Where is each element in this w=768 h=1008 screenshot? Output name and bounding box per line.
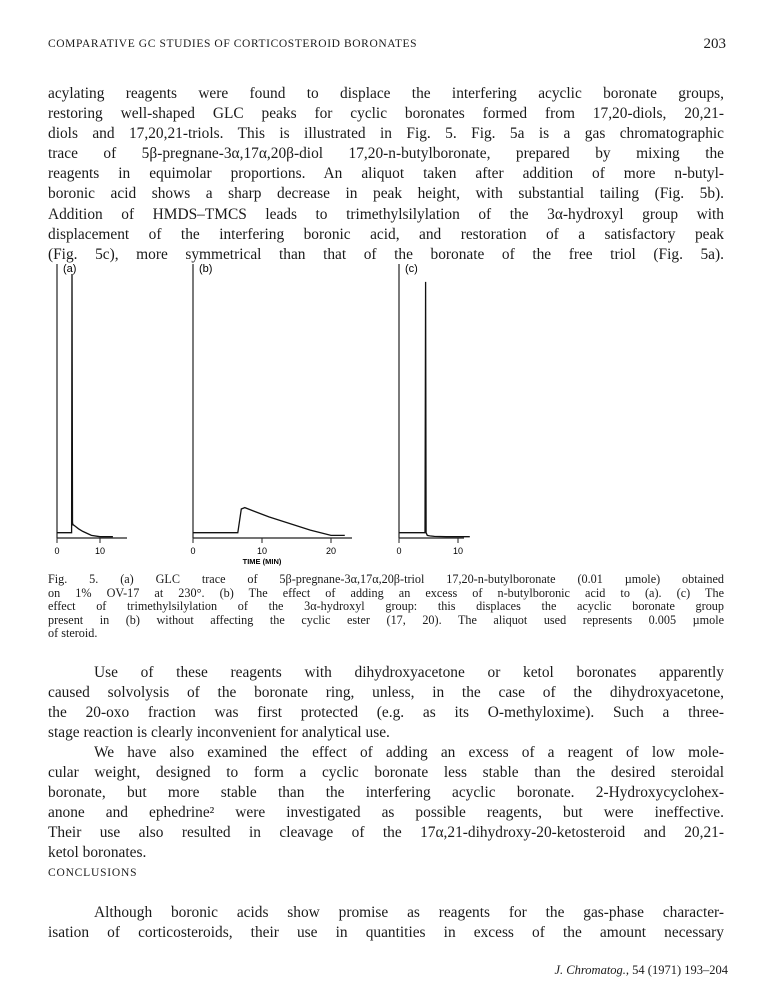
trace-c	[399, 282, 470, 537]
caption-line: of steroid.	[48, 626, 98, 641]
paragraph-2	[48, 663, 724, 743]
caption-line: on 1% OV-17 at 230°. (b) The effect of adding an excess of n-butylboronic acid to (a). (c) The	[48, 585, 724, 600]
paragraph-4	[48, 903, 724, 943]
panel-label-a: (a)	[63, 263, 77, 275]
text-line: stage reaction is clearly inconvenient for analytical use.	[48, 724, 390, 742]
text-line: acylating reagents were found to displace the interfering acyclic boronate groups,	[48, 85, 724, 102]
text-line: (Fig. 5c), more symmetrical than that of the boronate of the free triol (Fig. 5a).	[48, 245, 724, 263]
tick-label: 0	[54, 546, 60, 556]
text-line: the 20-oxo fraction was first protected (e.g. as its O-methyloxime). Such a three-	[48, 704, 724, 722]
text-line: boronate, but more stable than the interfering acyclic boronate. 2-Hydroxycyclohex-	[48, 784, 724, 802]
journal-volume: 54 (1971) 193–204	[632, 963, 728, 977]
text-line: displacement of the interfering boronic acid, and restoration of a satisfactory peak	[48, 225, 724, 243]
caption-line: present in (b) without affecting the cyclic ester (17, 20). The aliquot used represents 0.005 µmole	[48, 612, 724, 627]
text-line: boronic acid shows a sharp decrease in peak height, with substantial tailing (Fig. 5b).	[48, 185, 724, 203]
tick-label: 10	[452, 546, 464, 556]
x-axis-title: TIME (MIN)	[242, 557, 282, 566]
text-line: cular weight, designed to form a cyclic boronate less stable than the desired steroidal	[48, 764, 724, 782]
panel-label-b: (b)	[199, 263, 213, 275]
text-line: diols and 17,20,21-triols. This is illustrated in Fig. 5. Fig. 5a is a gas chromatographic	[48, 125, 724, 143]
footer-citation	[555, 963, 729, 978]
text-line: isation of corticosteroids, their use in quantities in excess of the amount necessary	[48, 924, 724, 942]
trace-a	[57, 274, 113, 537]
caption-line: effect of trimethylsilylation of the 3α-hydroxyl group: this displaces the acyclic boronate group	[48, 599, 724, 614]
paragraph-3	[48, 743, 724, 864]
running-title: COMPARATIVE GC STUDIES OF CORTICOSTEROID BORONATES	[48, 38, 418, 50]
figure-5	[40, 258, 480, 582]
text-line: caused solvolysis of the boronate ring, unless, in the case of the dihydroxyacetone,	[48, 684, 724, 702]
tick-label: 20	[325, 546, 337, 556]
figure-caption	[48, 573, 724, 641]
text-line: Addition of HMDS–TMCS leads to trimethylsilylation of the 3α-hydroxyl group with	[48, 205, 724, 223]
text-line: We have also examined the effect of adding an excess of a reagent of low mole-	[94, 744, 724, 761]
text-line: restoring well-shaped GLC peaks for cyclic boronates formed from 17,20-diols, 20,21-	[48, 105, 724, 123]
text-line: reagents in equimolar proportions. An aliquot taken after addition of more n-butyl-	[48, 165, 724, 183]
text-line: Use of these reagents with dihydroxyacetone or ketol boronates apparently	[94, 664, 724, 681]
page-number: 203	[703, 36, 726, 52]
tick-label: 0	[396, 546, 402, 556]
text-line: ketol boronates.	[48, 844, 147, 862]
text-line: Although boronic acids show promise as reagents for the gas-phase character-	[94, 904, 724, 921]
text-line: Their use also resulted in cleavage of the 17α,21-dihydroxy-20-ketosteroid and 20,21-	[48, 824, 724, 842]
panel-label-c: (c)	[405, 263, 418, 275]
chromatogram-figure	[40, 258, 480, 582]
paragraph-1	[48, 84, 724, 265]
journal-name: J. Chromatog.,	[554, 963, 630, 977]
trace-b	[193, 508, 345, 536]
running-head	[48, 38, 728, 60]
tick-label: 0	[190, 546, 196, 556]
tick-label: 10	[256, 546, 268, 556]
text-line: trace of 5β-pregnane-3α,17α,20β-diol 17,20-n-butylboronate, prepared by mixing the	[48, 145, 724, 163]
caption-line: Fig. 5. (a) GLC trace of 5β-pregnane-3α,17α,20β-triol 17,20-n-butylboronate (0.01 µmole) obtained	[48, 572, 724, 586]
tick-label: 10	[94, 546, 106, 556]
text-line: anone and ephedrine² were investigated as possible reagents, but were ineffective.	[48, 804, 724, 822]
section-heading: CONCLUSIONS	[48, 867, 138, 879]
